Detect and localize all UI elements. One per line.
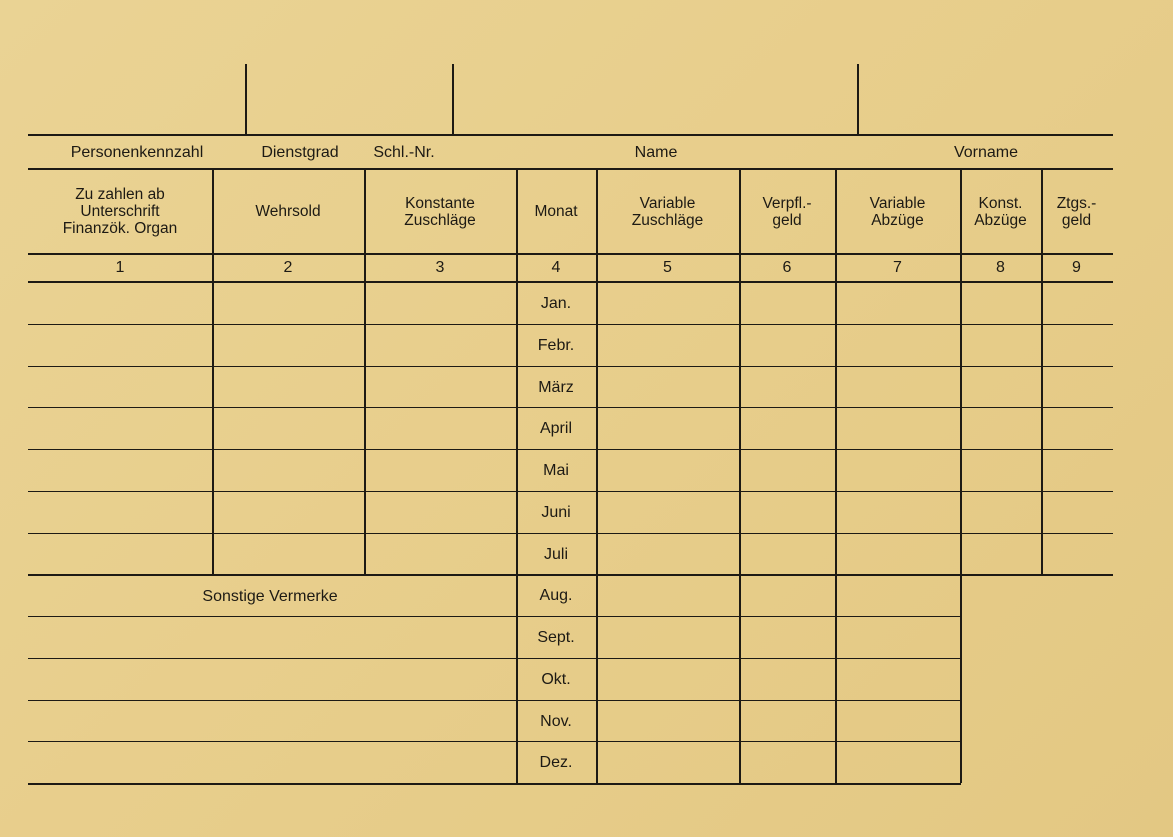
column-rule <box>596 168 598 783</box>
month-label: Aug. <box>539 587 573 605</box>
month-label: Mai <box>543 462 569 479</box>
row-rule <box>28 741 961 742</box>
column-number-1: 1 <box>115 259 125 276</box>
month-label: Dez. <box>539 754 573 772</box>
column-rule <box>364 168 366 574</box>
row-rule <box>28 407 1113 408</box>
column-header-8: Konst. Abzüge <box>974 194 1027 229</box>
month-label: Okt. <box>541 670 571 688</box>
top-divider <box>452 64 454 136</box>
numbers-bottom-rule <box>28 281 1113 283</box>
row-rule <box>28 616 961 617</box>
label-name: Name <box>634 144 678 161</box>
header-top-rule <box>28 168 1113 170</box>
header-bottom-rule <box>28 253 1113 255</box>
july-rule <box>28 574 1113 576</box>
column-header-5: Variable Zuschläge <box>631 194 704 229</box>
column-number-6: 6 <box>782 259 792 276</box>
column-header-2: Wehrsold <box>255 203 321 220</box>
month-label: Sept. <box>537 629 575 646</box>
row-rule <box>28 491 1113 492</box>
label-vorname: Vorname <box>953 144 1019 161</box>
month-label: Juli <box>543 545 568 563</box>
month-label: Febr. <box>537 336 575 354</box>
row-rule <box>28 533 1113 534</box>
row-rule <box>28 324 1113 325</box>
column-header-7: Variable Abzüge <box>869 194 926 229</box>
column-rule <box>739 168 741 783</box>
row-rule <box>28 366 1113 367</box>
sonstige-vermerke-label: Sonstige Vermerke <box>202 588 338 606</box>
column-rule <box>835 168 837 783</box>
row-rule <box>28 700 961 701</box>
column-number-3: 3 <box>435 259 445 276</box>
column-number-7: 7 <box>893 259 902 276</box>
month-label: Nov. <box>540 712 572 730</box>
month-label: Jan. <box>540 295 572 312</box>
label-schl-nr: Schl.-Nr. <box>373 144 435 161</box>
column-rule <box>960 168 962 783</box>
row-rule <box>28 449 1113 450</box>
label-personenkennzahl: Personenkennzahl <box>70 144 204 161</box>
table-bottom-rule <box>28 783 961 785</box>
column-number-9: 9 <box>1072 259 1081 276</box>
top-divider <box>857 64 859 136</box>
month-label: März <box>538 378 574 396</box>
month-label: Juni <box>541 503 571 521</box>
month-label: April <box>539 420 572 438</box>
column-header-6: Verpfl.- geld <box>762 194 812 229</box>
column-number-4: 4 <box>551 259 561 276</box>
column-number-5: 5 <box>663 259 672 276</box>
column-rule <box>1041 168 1043 574</box>
column-header-9: Ztgs.- geld <box>1056 194 1097 229</box>
column-number-8: 8 <box>996 259 1005 276</box>
column-header-4: Monat <box>534 203 578 220</box>
column-header-1: Zu zahlen ab Unterschrift Finanzök. Organ <box>62 186 178 237</box>
top-rule <box>28 134 1113 136</box>
column-header-3: Konstante Zuschläge <box>404 194 476 229</box>
column-number-2: 2 <box>283 259 293 276</box>
row-rule <box>28 658 961 659</box>
column-rule <box>212 168 214 574</box>
label-dienstgrad: Dienstgrad <box>261 144 339 161</box>
top-divider <box>245 64 247 136</box>
